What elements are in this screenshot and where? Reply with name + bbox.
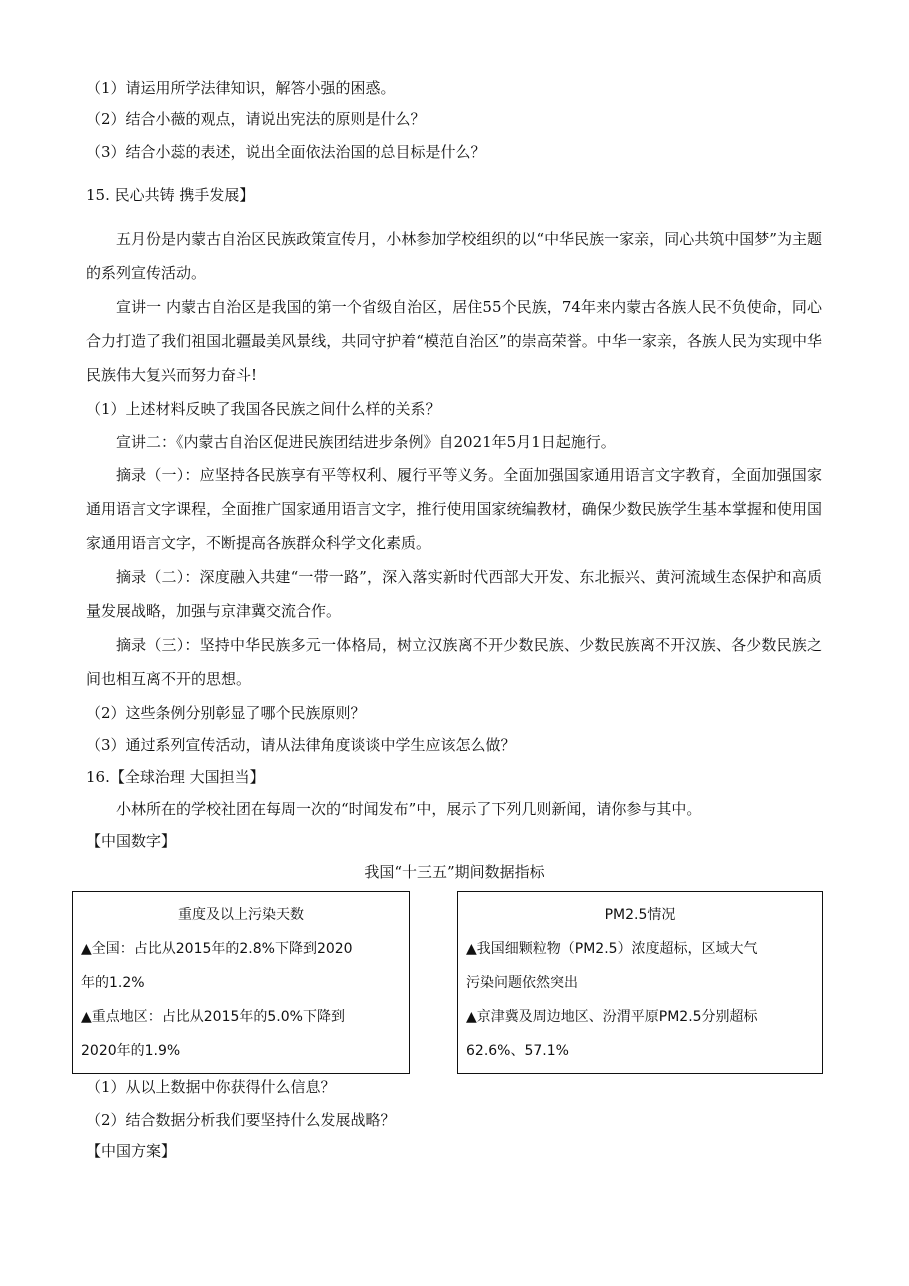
q15-intro: 五月份是内蒙古自治区民族政策宣传月，小林参加学校组织的以“中华民族一家亲，同心共筑中国梦”为主题的系列宣传活动。 (86, 230, 822, 282)
pollution-days-line-3: ▲重点地区：占比从2015年的5.0%下降到 (81, 1009, 345, 1025)
q16-section-china-numbers: 【中国数字】 (86, 832, 177, 850)
q16-subquestion-2: （2）结合数据分析我们要坚持什么发展战略？ (86, 1111, 396, 1129)
pm25-line-1: ▲我国细颗粒物（PM2.5）浓度超标，区域大气 (466, 941, 758, 957)
q16-intro: 小林所在的学校社团在每周一次的“时闻发布”中，展示了下列几则新闻，请你参与其中。 (116, 800, 702, 818)
pollution-days-box (72, 891, 410, 1074)
q14-subquestion-3: （3）结合小蕊的表述，说出全面依法治国的总目标是什么？ (86, 143, 486, 161)
q14-subquestion-2: （2）结合小薇的观点，请说出宪法的原则是什么？ (86, 110, 426, 128)
pollution-days-line-4: 2020年的1.9% (81, 1043, 181, 1059)
q15-talk-2: 宣讲二：《内蒙古自治区促进民族团结进步条例》自2021年5月1日起施行。 (116, 433, 616, 451)
q15-excerpt-2: 摘录（二）：深度融入共建“一带一路”，深入落实新时代西部大开发、东北振兴、黄河流域生态保护和高质量发展战略，加强与京津冀交流合作。 (86, 568, 822, 620)
q15-heading: 15. 民心共铸 携手发展】 (86, 186, 255, 204)
q16-heading: 16.【全球治理 大国担当】 (86, 768, 265, 786)
pm25-line-3: ▲京津冀及周边地区、汾渭平原PM2.5分别超标 (466, 1009, 758, 1025)
q16-subquestion-1: （1）从以上数据中你获得什么信息？ (86, 1078, 336, 1096)
q16-section-china-plan: 【中国方案】 (86, 1142, 177, 1160)
pollution-days-title: 重度及以上污染天数 (178, 907, 304, 923)
q15-talk-1: 宣讲一 内蒙古自治区是我国的第一个省级自治区，居住55个民族，74年来内蒙古各族人民不负使命，同心合力打造了我们祖国北疆最美风景线，共同守护着“模范自治区”的崇高荣誉。中华一家亲，各族人民为实现中华民族伟大复兴而努力奋斗! (86, 298, 822, 384)
q15-subquestion-3: （3）通过系列宣传活动，请从法律角度谈谈中学生应该怎么做？ (86, 736, 516, 754)
pollution-days-line-1: ▲全国：占比从2015年的2.8%下降到2020 (81, 941, 353, 957)
pm25-line-2: 污染问题依然突出 (466, 975, 578, 991)
pm25-box (457, 891, 823, 1074)
data-table-title: 我国“十三五”期间数据指标 (364, 863, 545, 881)
pm25-line-4: 62.6%、57.1% (466, 1043, 569, 1059)
q15-excerpt-3: 摘录（三）：坚持中华民族多元一体格局，树立汉族离不开少数民族、少数民族离不开汉族、各少数民族之间也相互离不开的思想。 (86, 636, 822, 688)
pm25-title: PM2.5情况 (604, 907, 676, 923)
pollution-days-line-2: 年的1.2% (81, 975, 145, 991)
q15-excerpt-1: 摘录（一）：应坚持各民族享有平等权利、履行平等义务。全面加强国家通用语言文字教育，全面加强国家通用语言文字课程，全面推广国家通用语言文字，推行使用国家统编教材，确保少数民族学生基本掌握和使用国家通用语言文字，不断提高各族群众科学文化素质。 (86, 466, 822, 552)
q14-subquestion-1: （1）请运用所学法律知识，解答小强的困惑。 (86, 79, 396, 97)
q15-subquestion-1: （1）上述材料反映了我国各民族之间什么样的关系？ (86, 400, 441, 418)
q15-subquestion-2: （2）这些条例分别彰显了哪个民族原则？ (86, 704, 366, 722)
